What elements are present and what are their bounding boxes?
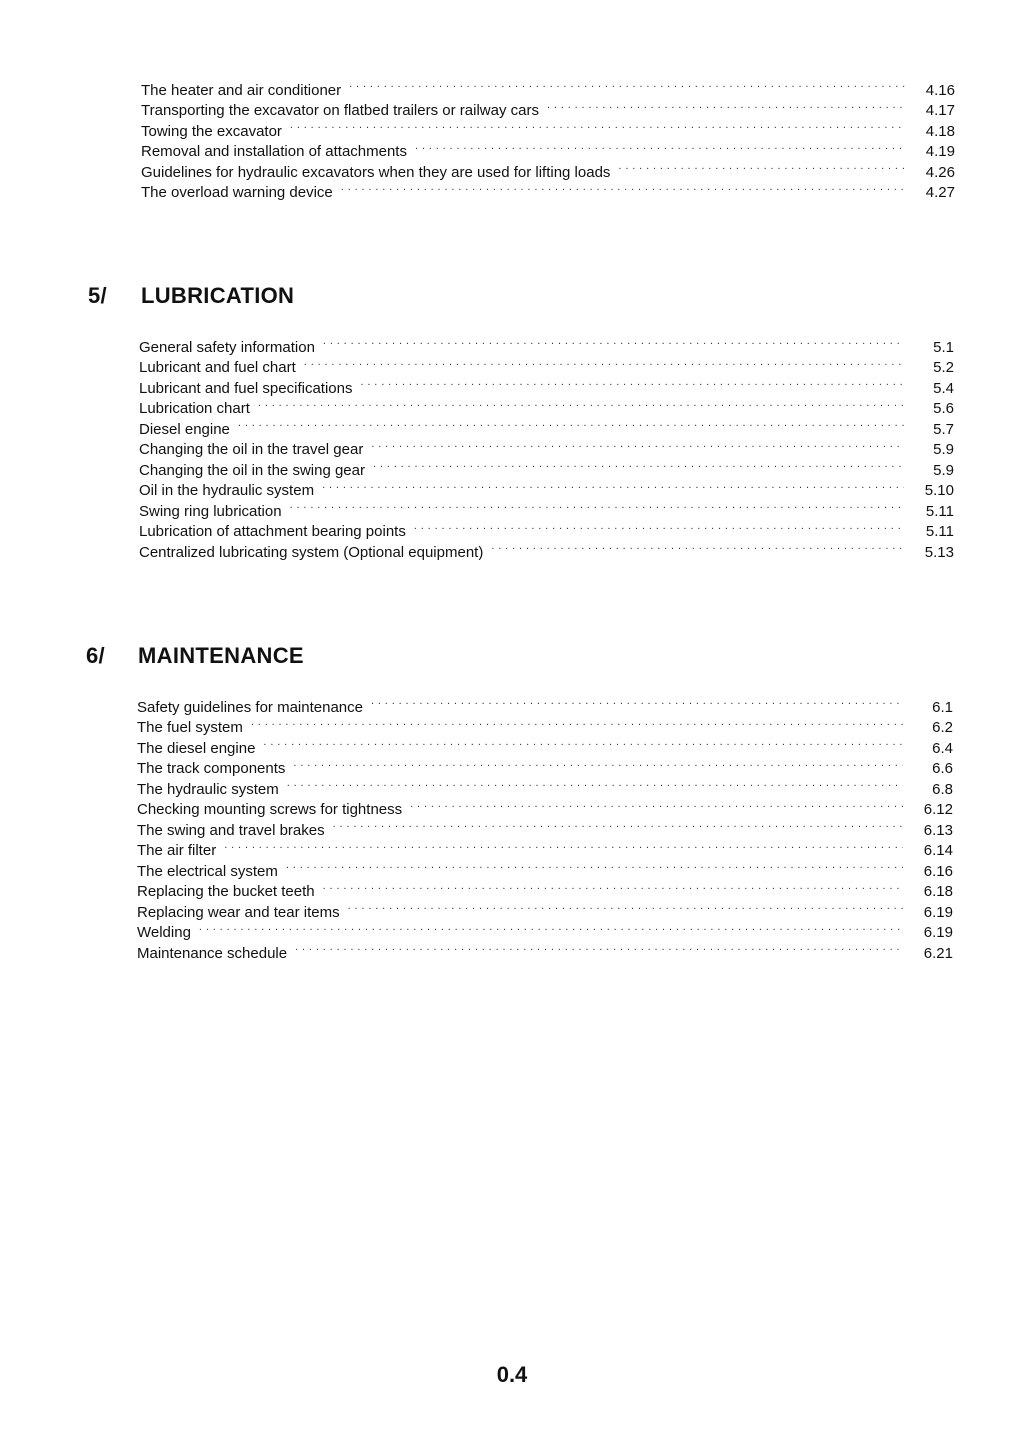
- toc-entry-title: Lubricant and fuel specifications: [139, 379, 353, 397]
- toc-entry-page: 5.9: [933, 461, 954, 479]
- page-number: 0.4: [496, 1362, 528, 1387]
- toc-continued-list: [141, 74, 955, 201]
- toc-entry-page: 5.7: [933, 420, 954, 438]
- dot-leader: [618, 156, 905, 177]
- dot-leader: [349, 74, 905, 95]
- toc-entry[interactable]: [139, 393, 954, 417]
- dot-leader: [348, 896, 903, 917]
- toc-entry-page: 5.10: [924, 482, 954, 499]
- toc-entry-title: Safety guidelines for maintenance: [137, 698, 363, 716]
- toc-entry[interactable]: [137, 712, 953, 736]
- toc-entry-title: Removal and installation of attachments: [141, 143, 407, 160]
- toc-entry[interactable]: [139, 331, 954, 356]
- section-title: MAINTENANCE: [138, 643, 304, 668]
- toc-entry-page: 4.16: [925, 81, 955, 99]
- dot-leader: [304, 352, 904, 373]
- toc-entry-title: Changing the oil in the swing gear: [139, 461, 365, 479]
- dot-leader: [415, 136, 905, 157]
- section-number: 6/: [86, 643, 105, 668]
- toc-entry-title: The electrical system: [137, 862, 278, 880]
- dot-leader: [287, 773, 903, 794]
- toc-entry-title: Replacing the bucket teeth: [137, 883, 315, 900]
- dot-leader: [295, 937, 903, 958]
- toc-entry-page: 4.18: [925, 122, 955, 140]
- toc-entry-title: Lubrication chart: [139, 400, 250, 417]
- dot-leader: [199, 917, 903, 938]
- toc-entry-page: 4.17: [925, 102, 955, 119]
- toc-entry[interactable]: [139, 413, 954, 438]
- toc-entry-title: The air filter: [137, 842, 217, 859]
- toc-entry[interactable]: [137, 917, 953, 941]
- toc-entry[interactable]: [139, 434, 954, 458]
- toc-entry-title: Transporting the excavator on flatbed trailers or railway cars: [141, 102, 539, 119]
- toc-entry-page: 6.1: [932, 698, 953, 716]
- dot-leader: [491, 536, 904, 557]
- dot-leader: [238, 413, 904, 434]
- toc-maintenance-list: [137, 691, 953, 962]
- dot-leader: [258, 393, 904, 414]
- dot-leader: [251, 712, 903, 733]
- dot-leader: [371, 434, 904, 455]
- toc-entry-title: The diesel engine: [137, 739, 256, 757]
- toc-entry-page: 5.6: [933, 400, 954, 417]
- dot-leader: [290, 495, 904, 516]
- toc-entry-title: The overload warning device: [141, 184, 333, 201]
- toc-entry-page: 6.2: [932, 719, 953, 736]
- toc-entry-title: Changing the oil in the travel gear: [139, 441, 364, 458]
- toc-entry-page: 6.6: [932, 760, 953, 777]
- toc-entry-page: 6.16: [923, 862, 953, 880]
- toc-entry-page: 6.14: [923, 842, 953, 859]
- toc-entry-title: The hydraulic system: [137, 780, 279, 798]
- toc-entry-page: 6.12: [923, 801, 953, 818]
- toc-entry[interactable]: [137, 732, 953, 757]
- toc-entry-title: Centralized lubricating system (Optional equipment): [139, 543, 484, 561]
- toc-entry-title: Oil in the hydraulic system: [139, 482, 315, 499]
- toc-entry-title: Swing ring lubrication: [139, 502, 282, 520]
- dot-leader: [286, 855, 903, 876]
- toc-entry-page: 6.4: [932, 739, 953, 757]
- dot-leader: [322, 475, 904, 496]
- dot-leader: [371, 691, 903, 712]
- toc-entry-page: 4.26: [925, 163, 955, 181]
- dot-leader: [323, 876, 903, 897]
- toc-entry-page: 5.4: [933, 379, 954, 397]
- toc-entry[interactable]: [137, 855, 953, 880]
- toc-entry-title: Checking mounting screws for tightness: [137, 801, 403, 818]
- toc-entry-page: 5.11: [925, 523, 954, 540]
- dot-leader: [547, 95, 905, 116]
- toc-entry-page: 5.9: [933, 441, 954, 458]
- toc-entry-page: 5.1: [933, 338, 954, 356]
- toc-entry-page: 5.13: [924, 543, 954, 561]
- dot-leader: [293, 753, 903, 774]
- dot-leader: [290, 115, 905, 136]
- dot-leader: [333, 814, 903, 835]
- toc-entry-title: Towing the excavator: [141, 122, 282, 140]
- dot-leader: [224, 835, 903, 856]
- toc-entry-title: The heater and air conditioner: [141, 81, 342, 99]
- toc-entry-title: The track components: [137, 760, 286, 777]
- toc-entry-page: 6.13: [923, 821, 953, 839]
- toc-entry-title: Replacing wear and tear items: [137, 903, 340, 921]
- toc-entry-page: 6.8: [932, 780, 953, 798]
- toc-entry-page: 4.19: [925, 143, 955, 160]
- toc-entry-title: The fuel system: [137, 719, 243, 736]
- toc-entry[interactable]: [137, 691, 953, 716]
- toc-entry-title: Diesel engine: [139, 420, 230, 438]
- toc-entry-page: 6.19: [923, 903, 953, 921]
- toc-entry-page: 4.27: [925, 184, 955, 201]
- toc-entry-title: Maintenance schedule: [137, 944, 288, 962]
- toc-entry-page: 6.18: [923, 883, 953, 900]
- toc-entry-title: Welding: [137, 924, 191, 941]
- dot-leader: [410, 794, 903, 815]
- dot-leader: [263, 732, 903, 753]
- dot-leader: [341, 177, 905, 198]
- section-title: LUBRICATION: [141, 283, 295, 308]
- dot-leader: [360, 372, 904, 393]
- dot-leader: [373, 454, 904, 475]
- toc-entry-title: The swing and travel brakes: [137, 821, 325, 839]
- dot-leader: [414, 516, 904, 537]
- toc-entry-page: 5.2: [933, 359, 954, 376]
- toc-entry-title: Lubrication of attachment bearing points: [139, 523, 406, 540]
- toc-entry-title: Guidelines for hydraulic excavators when they are used for lifting loads: [141, 163, 611, 181]
- dot-leader: [323, 331, 904, 352]
- toc-entry-page: 6.21: [923, 944, 953, 962]
- toc-entry-title: General safety information: [139, 338, 315, 356]
- toc-entry[interactable]: [141, 74, 955, 99]
- toc-entry-page: 6.19: [923, 924, 953, 941]
- section-number: 5/: [88, 283, 107, 308]
- toc-entry[interactable]: [137, 937, 953, 962]
- toc-entry-page: 5.11: [925, 502, 954, 520]
- toc-lubrication-list: [139, 331, 954, 561]
- toc-entry[interactable]: [137, 835, 953, 859]
- toc-entry-title: Lubricant and fuel chart: [139, 359, 296, 376]
